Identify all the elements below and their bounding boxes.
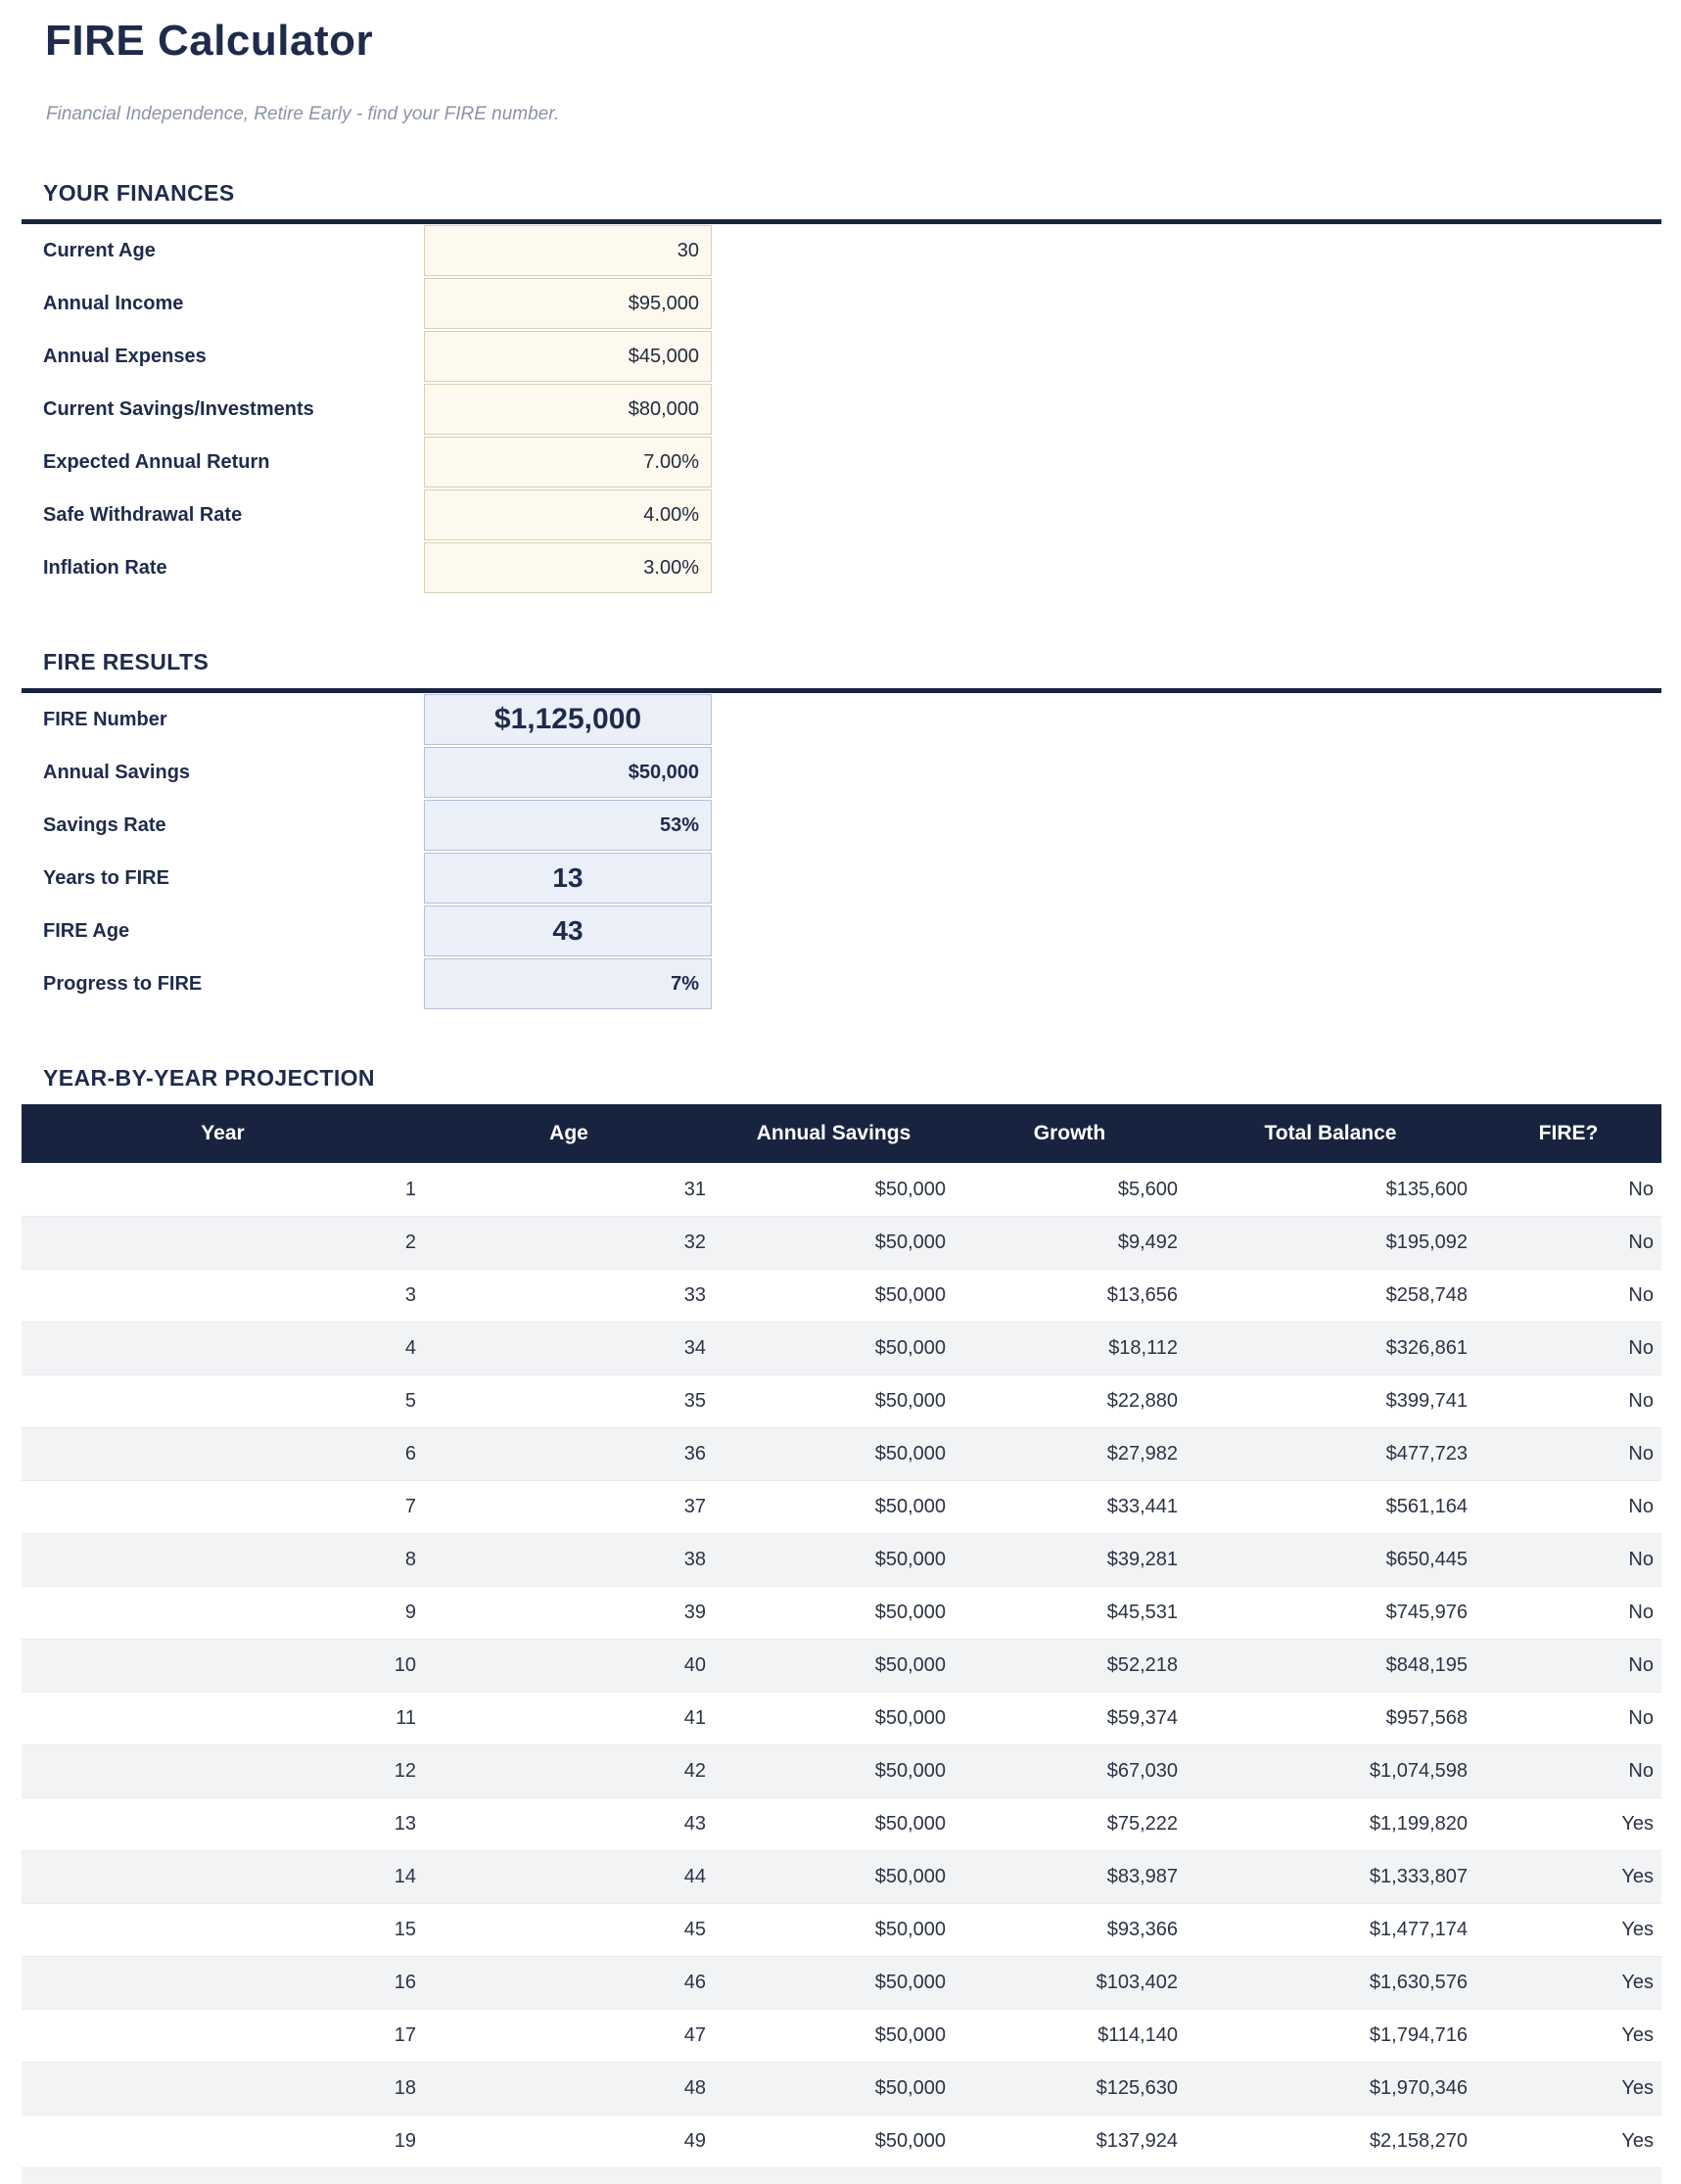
projection-column-header-year: Year — [201, 1122, 245, 1144]
projection-table — [22, 1104, 1661, 2184]
finances-input-cell[interactable]: 7.00% — [424, 437, 712, 488]
projection-cell: 49 — [683, 2130, 706, 2152]
projection-cell: 18 — [394, 2077, 416, 2099]
projection-cell: 1 — [404, 1178, 416, 1200]
projection-cell: 9 — [404, 1602, 416, 1623]
projection-cell: 32 — [683, 1231, 706, 1253]
projection-cell: $5,600 — [1117, 1178, 1178, 1200]
results-value-cell: $1,125,000 — [424, 694, 712, 745]
projection-cell: Yes — [1621, 2077, 1654, 2099]
projection-cell: $50,000 — [874, 1496, 946, 1517]
projection-table-row — [22, 1586, 1661, 1639]
projection-cell: $50,000 — [874, 1972, 946, 1993]
projection-cell: $1,074,598 — [1369, 1760, 1468, 1782]
projection-cell: $195,092 — [1385, 1231, 1468, 1253]
projection-table-row — [22, 1533, 1661, 1586]
projection-table-row — [22, 1269, 1661, 1322]
projection-cell: $135,600 — [1385, 1178, 1468, 1200]
projection-cell: 43 — [683, 1813, 706, 1835]
projection-cell: Yes — [1621, 2130, 1654, 2152]
finances-row — [22, 541, 1661, 594]
projection-cell: $52,218 — [1106, 1654, 1178, 1676]
projection-cell: Yes — [1621, 1972, 1654, 1993]
projection-cell: Yes — [1621, 1866, 1654, 1887]
projection-cell: $50,000 — [874, 1866, 946, 1887]
projection-cell: $83,987 — [1106, 1866, 1178, 1887]
projection-cell: No — [1628, 1549, 1654, 1570]
projection-cell: 45 — [683, 1919, 706, 1940]
projection-cell: $1,477,174 — [1369, 1919, 1468, 1940]
finances-input-cell[interactable]: $45,000 — [424, 331, 712, 382]
results-row — [22, 852, 1661, 905]
projection-cell: No — [1628, 1178, 1654, 1200]
finances-row — [22, 436, 1661, 488]
finances-row — [22, 383, 1661, 436]
projection-cell: 36 — [683, 1443, 706, 1464]
finances-input-cell[interactable]: 4.00% — [424, 489, 712, 540]
projection-table-header — [22, 1104, 1661, 1163]
projection-cell: 7 — [404, 1496, 416, 1517]
projection-cell: $59,374 — [1106, 1707, 1178, 1729]
projection-cell: $1,794,716 — [1369, 2024, 1468, 2046]
projection-cell: $75,222 — [1106, 1813, 1178, 1835]
projection-cell: $39,281 — [1106, 1549, 1178, 1570]
projection-cell: No — [1628, 1654, 1654, 1676]
finances-row — [22, 224, 1661, 277]
projection-cell: $13,656 — [1106, 1284, 1178, 1306]
projection-cell: 5 — [404, 1390, 416, 1412]
projection-section-heading: YEAR-BY-YEAR PROJECTION — [43, 1065, 375, 1091]
projection-cell: No — [1628, 1707, 1654, 1729]
projection-cell: 14 — [394, 1866, 416, 1887]
projection-cell: $50,000 — [874, 1602, 946, 1623]
results-value-cell: 13 — [424, 853, 712, 904]
finances-input-cell[interactable]: $95,000 — [424, 278, 712, 329]
projection-cell: $477,723 — [1385, 1443, 1468, 1464]
projection-table-row — [22, 1903, 1661, 1956]
projection-cell: 46 — [683, 1972, 706, 1993]
projection-cell: $50,000 — [874, 1443, 946, 1464]
finances-section-heading: YOUR FINANCES — [43, 180, 235, 206]
projection-column-header-totalbalance: Total Balance — [1264, 1122, 1397, 1144]
projection-table-row — [22, 1216, 1661, 1269]
projection-cell: No — [1628, 1337, 1654, 1359]
projection-cell: No — [1628, 1760, 1654, 1782]
projection-cell: No — [1628, 1496, 1654, 1517]
projection-cell: $67,030 — [1106, 1760, 1178, 1782]
projection-cell: 10 — [394, 1654, 416, 1676]
projection-cell: $45,531 — [1106, 1602, 1178, 1623]
projection-cell: $1,630,576 — [1369, 1972, 1468, 1993]
projection-cell: $114,140 — [1097, 2024, 1178, 2046]
projection-cell: 31 — [683, 1178, 706, 1200]
projection-table-row — [22, 2009, 1661, 2062]
projection-table-row — [22, 1956, 1661, 2009]
projection-cell: No — [1628, 1284, 1654, 1306]
results-row — [22, 799, 1661, 852]
projection-cell: 6 — [404, 1443, 416, 1464]
projection-cell: $561,164 — [1385, 1496, 1468, 1517]
projection-cell: 15 — [394, 1919, 416, 1940]
projection-cell: $50,000 — [874, 2077, 946, 2099]
projection-cell: $50,000 — [874, 1178, 946, 1200]
projection-cell: $50,000 — [874, 1390, 946, 1412]
projection-cell: $399,741 — [1385, 1390, 1468, 1412]
projection-cell: 17 — [394, 2024, 416, 2046]
projection-cell: 47 — [683, 2024, 706, 2046]
projection-cell: $33,441 — [1106, 1496, 1178, 1517]
results-row — [22, 746, 1661, 799]
finances-row-label: Inflation Rate — [43, 556, 167, 579]
projection-column-header-fire: FIRE? — [1538, 1122, 1599, 1144]
projection-table-row — [22, 1744, 1661, 1797]
projection-cell: $258,748 — [1385, 1284, 1468, 1306]
finances-input-cell[interactable]: 30 — [424, 225, 712, 276]
projection-cell: $50,000 — [874, 1549, 946, 1570]
projection-cell: $125,630 — [1096, 2077, 1178, 2099]
projection-table-row — [22, 1639, 1661, 1692]
projection-cell: $650,445 — [1385, 1549, 1468, 1570]
finances-row-label: Annual Expenses — [43, 345, 207, 367]
finances-row — [22, 330, 1661, 383]
projection-cell: 16 — [394, 1972, 416, 1993]
projection-table-row — [22, 1374, 1661, 1427]
projection-cell: $1,970,346 — [1369, 2077, 1468, 2099]
results-row-label: Savings Rate — [43, 813, 166, 836]
projection-cell: Yes — [1621, 2024, 1654, 2046]
projection-cell: No — [1628, 1390, 1654, 1412]
results-row — [22, 957, 1661, 1010]
projection-cell: $50,000 — [874, 1231, 946, 1253]
page-title: FIRE Calculator — [45, 17, 374, 65]
projection-column-header-age: Age — [549, 1122, 588, 1144]
projection-cell: $50,000 — [874, 1919, 946, 1940]
results-value-cell: $50,000 — [424, 747, 712, 798]
projection-cell: 48 — [683, 2077, 706, 2099]
projection-table-row — [22, 2114, 1661, 2167]
projection-cell: 19 — [394, 2130, 416, 2152]
projection-cell: $1,199,820 — [1369, 1813, 1468, 1835]
finances-table — [22, 219, 1661, 594]
projection-cell: Yes — [1621, 1919, 1654, 1940]
projection-cell: $50,000 — [874, 1654, 946, 1676]
results-row-label: FIRE Age — [43, 919, 130, 942]
projection-cell: Yes — [1621, 1813, 1654, 1835]
projection-cell: 42 — [683, 1760, 706, 1782]
projection-partial-row — [22, 2167, 1661, 2184]
results-value-cell: 53% — [424, 800, 712, 851]
projection-table-row — [22, 1427, 1661, 1480]
finances-row-label: Annual Income — [43, 292, 184, 314]
projection-cell: $27,982 — [1106, 1443, 1178, 1464]
projection-table-row — [22, 1692, 1661, 1744]
projection-cell: $50,000 — [874, 1707, 946, 1729]
projection-cell: 44 — [683, 1866, 706, 1887]
projection-cell: $326,861 — [1385, 1337, 1468, 1359]
projection-cell: 41 — [683, 1707, 706, 1729]
projection-cell: No — [1628, 1602, 1654, 1623]
projection-cell: 8 — [404, 1549, 416, 1570]
projection-cell: $1,333,807 — [1369, 1866, 1468, 1887]
projection-cell: 37 — [683, 1496, 706, 1517]
projection-cell: 4 — [404, 1337, 416, 1359]
projection-cell: No — [1628, 1231, 1654, 1253]
projection-cell: $745,976 — [1385, 1602, 1468, 1623]
projection-cell: 38 — [683, 1549, 706, 1570]
projection-cell: $22,880 — [1106, 1390, 1178, 1412]
projection-cell: 11 — [396, 1707, 416, 1729]
finances-row — [22, 488, 1661, 541]
results-row-label: Years to FIRE — [43, 866, 169, 889]
results-table — [22, 688, 1661, 1010]
projection-cell: $50,000 — [874, 1337, 946, 1359]
finances-input-cell[interactable]: 3.00% — [424, 542, 712, 593]
projection-cell: $9,492 — [1117, 1231, 1178, 1253]
projection-cell: No — [1628, 1443, 1654, 1464]
results-value-cell: 43 — [424, 906, 712, 956]
projection-cell: 13 — [394, 1813, 416, 1835]
projection-cell: $2,158,270 — [1369, 2130, 1468, 2152]
projection-cell: $50,000 — [874, 1760, 946, 1782]
page-subtitle: Financial Independence, Retire Early - find your FIRE number. — [46, 104, 560, 124]
projection-table-body — [22, 1163, 1661, 2167]
projection-cell: $93,366 — [1106, 1919, 1178, 1940]
projection-cell: $50,000 — [874, 1813, 946, 1835]
projection-table-row — [22, 2062, 1661, 2114]
projection-cell: 35 — [683, 1390, 706, 1412]
results-row-label: FIRE Number — [43, 708, 167, 730]
projection-cell: $957,568 — [1385, 1707, 1468, 1729]
projection-table-row — [22, 1163, 1661, 1216]
projection-cell: $137,924 — [1096, 2130, 1178, 2152]
projection-cell: 3 — [404, 1284, 416, 1306]
projection-table-row — [22, 1797, 1661, 1850]
results-row-label: Annual Savings — [43, 761, 191, 783]
finances-row-label: Current Savings/Investments — [43, 397, 314, 420]
projection-table-row — [22, 1480, 1661, 1533]
projection-cell: 12 — [394, 1760, 416, 1782]
projection-table-row — [22, 1850, 1661, 1903]
projection-cell: $50,000 — [874, 1284, 946, 1306]
projection-cell: 33 — [683, 1284, 706, 1306]
projection-table-row — [22, 1322, 1661, 1374]
finances-input-cell[interactable]: $80,000 — [424, 384, 712, 435]
projection-cell: $103,402 — [1096, 1972, 1178, 1993]
projection-cell: 2 — [404, 1231, 416, 1253]
results-section-heading: FIRE RESULTS — [43, 649, 210, 674]
results-row — [22, 905, 1661, 957]
projection-cell: $18,112 — [1108, 1337, 1178, 1359]
projection-cell: 39 — [683, 1602, 706, 1623]
finances-row-label: Current Age — [43, 239, 156, 261]
projection-cell: $50,000 — [874, 2024, 946, 2046]
finances-row-label: Expected Annual Return — [43, 450, 270, 473]
projection-column-header-growth: Growth — [1033, 1122, 1106, 1144]
finances-row-label: Safe Withdrawal Rate — [43, 503, 243, 526]
finances-row — [22, 277, 1661, 330]
projection-column-header-annualsavings: Annual Savings — [756, 1122, 911, 1144]
results-row — [22, 693, 1661, 746]
projection-cell: 40 — [683, 1654, 706, 1676]
projection-cell: $50,000 — [874, 2130, 946, 2152]
projection-cell: $848,195 — [1385, 1654, 1468, 1676]
projection-cell: 34 — [683, 1337, 706, 1359]
results-value-cell: 7% — [424, 958, 712, 1009]
results-row-label: Progress to FIRE — [43, 972, 203, 995]
